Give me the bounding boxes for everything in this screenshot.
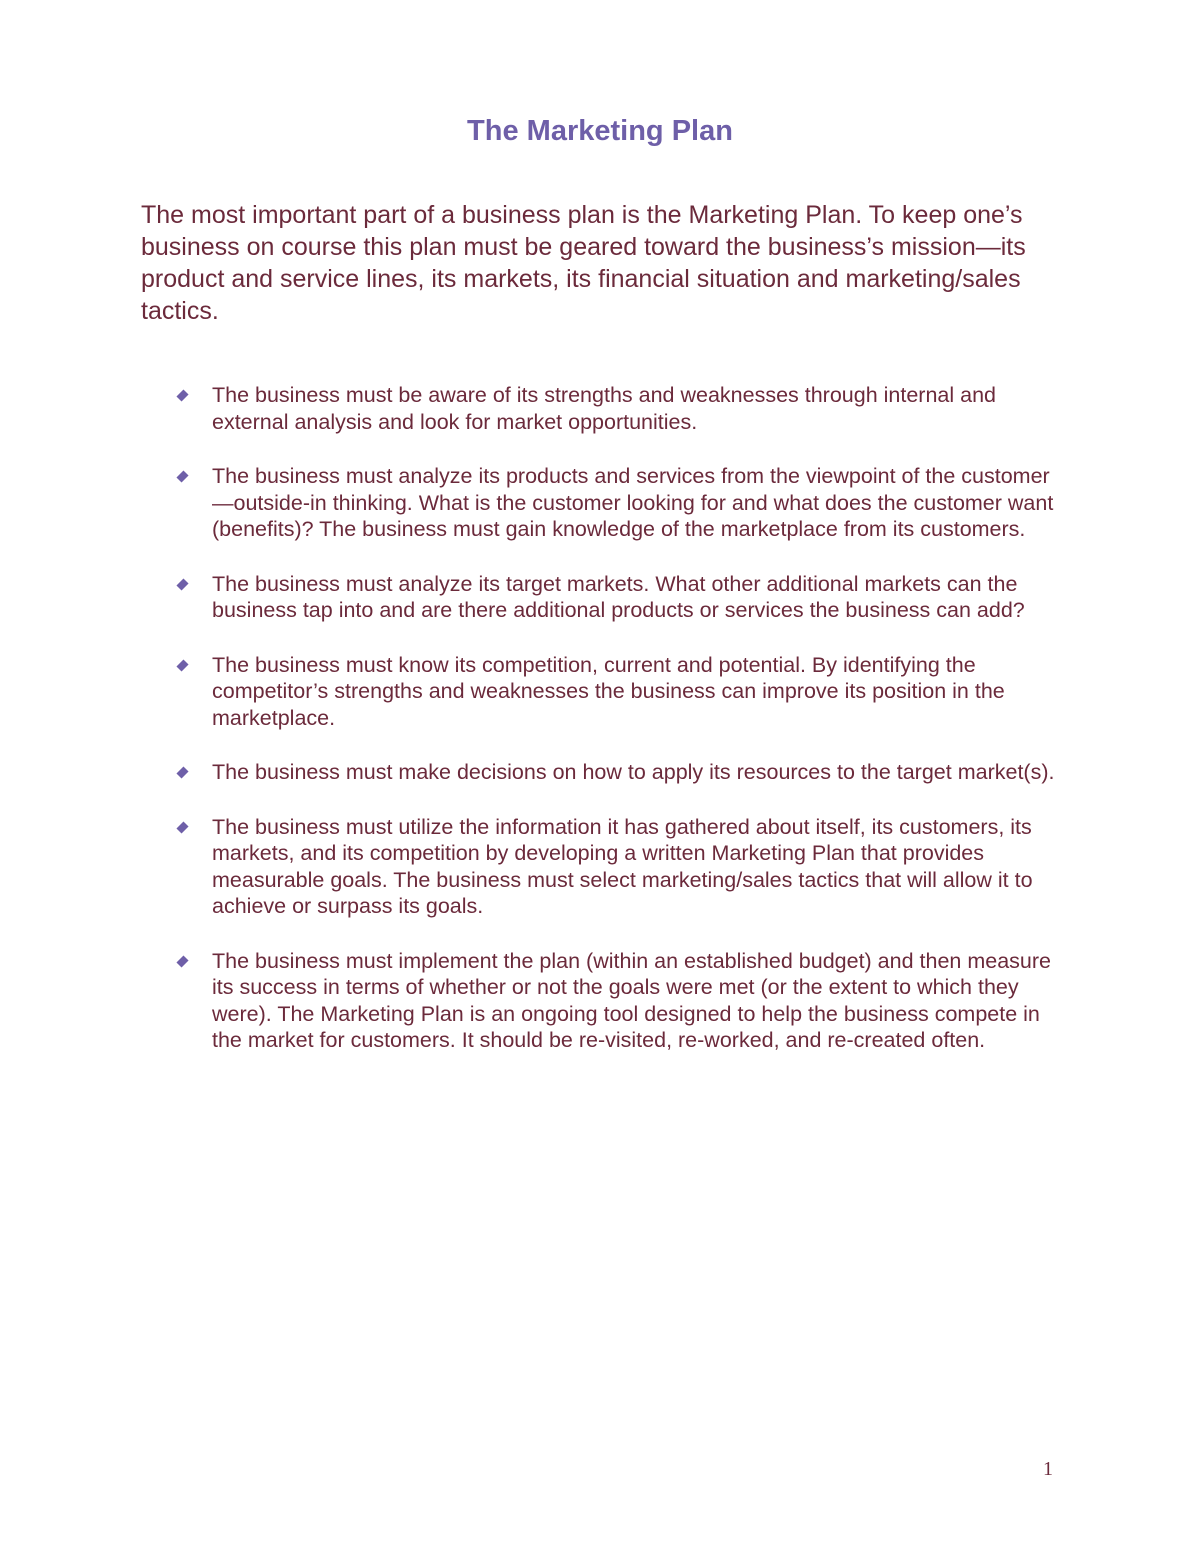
list-item-text: The business must be aware of its strengths and weaknesses through internal and external analysis and look for market opportunities. [212, 383, 997, 434]
diamond-bullet-icon [176, 955, 188, 967]
list-item [178, 759, 1068, 786]
list-item-text: The business must analyze its target markets. What other additional markets can the business tap into and are there additional products or services the business can add? [212, 571, 1025, 622]
list-item [178, 652, 1068, 732]
diamond-bullet-icon [176, 766, 188, 778]
diamond-bullet-icon [176, 821, 188, 833]
list-item [178, 814, 1068, 920]
list-item [178, 463, 1068, 543]
list-item-text: The business must utilize the information it has gathered about itself, its customers, its markets, and its competition by developing a written Marketing Plan that provides measurable goals. The business must select marketing/sales tactics that will allow it to achieve or surpass its goals. [212, 814, 1033, 918]
diamond-bullet-icon [176, 470, 188, 482]
page-title: The Marketing Plan [467, 115, 733, 147]
bullet-list [178, 382, 1068, 1082]
list-item-text: The business must analyze its products and services from the viewpoint of the customer—outside-in thinking. What is the customer looking for and what does the customer want (benefits)? The business must gain knowledge of the marketplace from its customers. [212, 464, 1054, 541]
diamond-bullet-icon [176, 659, 188, 671]
list-item [178, 382, 1068, 435]
diamond-bullet-icon [176, 389, 188, 401]
page-number: 1 [1043, 1458, 1053, 1480]
diamond-bullet-icon [176, 578, 188, 590]
list-item-text: The business must implement the plan (within an established budget) and then measure its success in terms of whether or not the goals were met (or the extent to which they were). The Marketing Plan is an ongoing tool designed to help the business compete in the market for customers. It should be re-visited, re-worked, and re-created often. [212, 948, 1051, 1052]
intro-paragraph: The most important part of a business plan is the Marketing Plan. To keep one’s business on course this plan must be geared toward the business’s mission—its product and service lines, its markets, its financial situation and marketing/sales tactics. [141, 201, 1026, 325]
list-item [178, 948, 1068, 1054]
list-item-text: The business must make decisions on how to apply its resources to the target market(s). [212, 760, 1055, 784]
list-item [178, 571, 1068, 624]
list-item-text: The business must know its competition, current and potential. By identifying the competitor’s strengths and weaknesses the business can improve its position in the marketplace. [212, 652, 1005, 730]
